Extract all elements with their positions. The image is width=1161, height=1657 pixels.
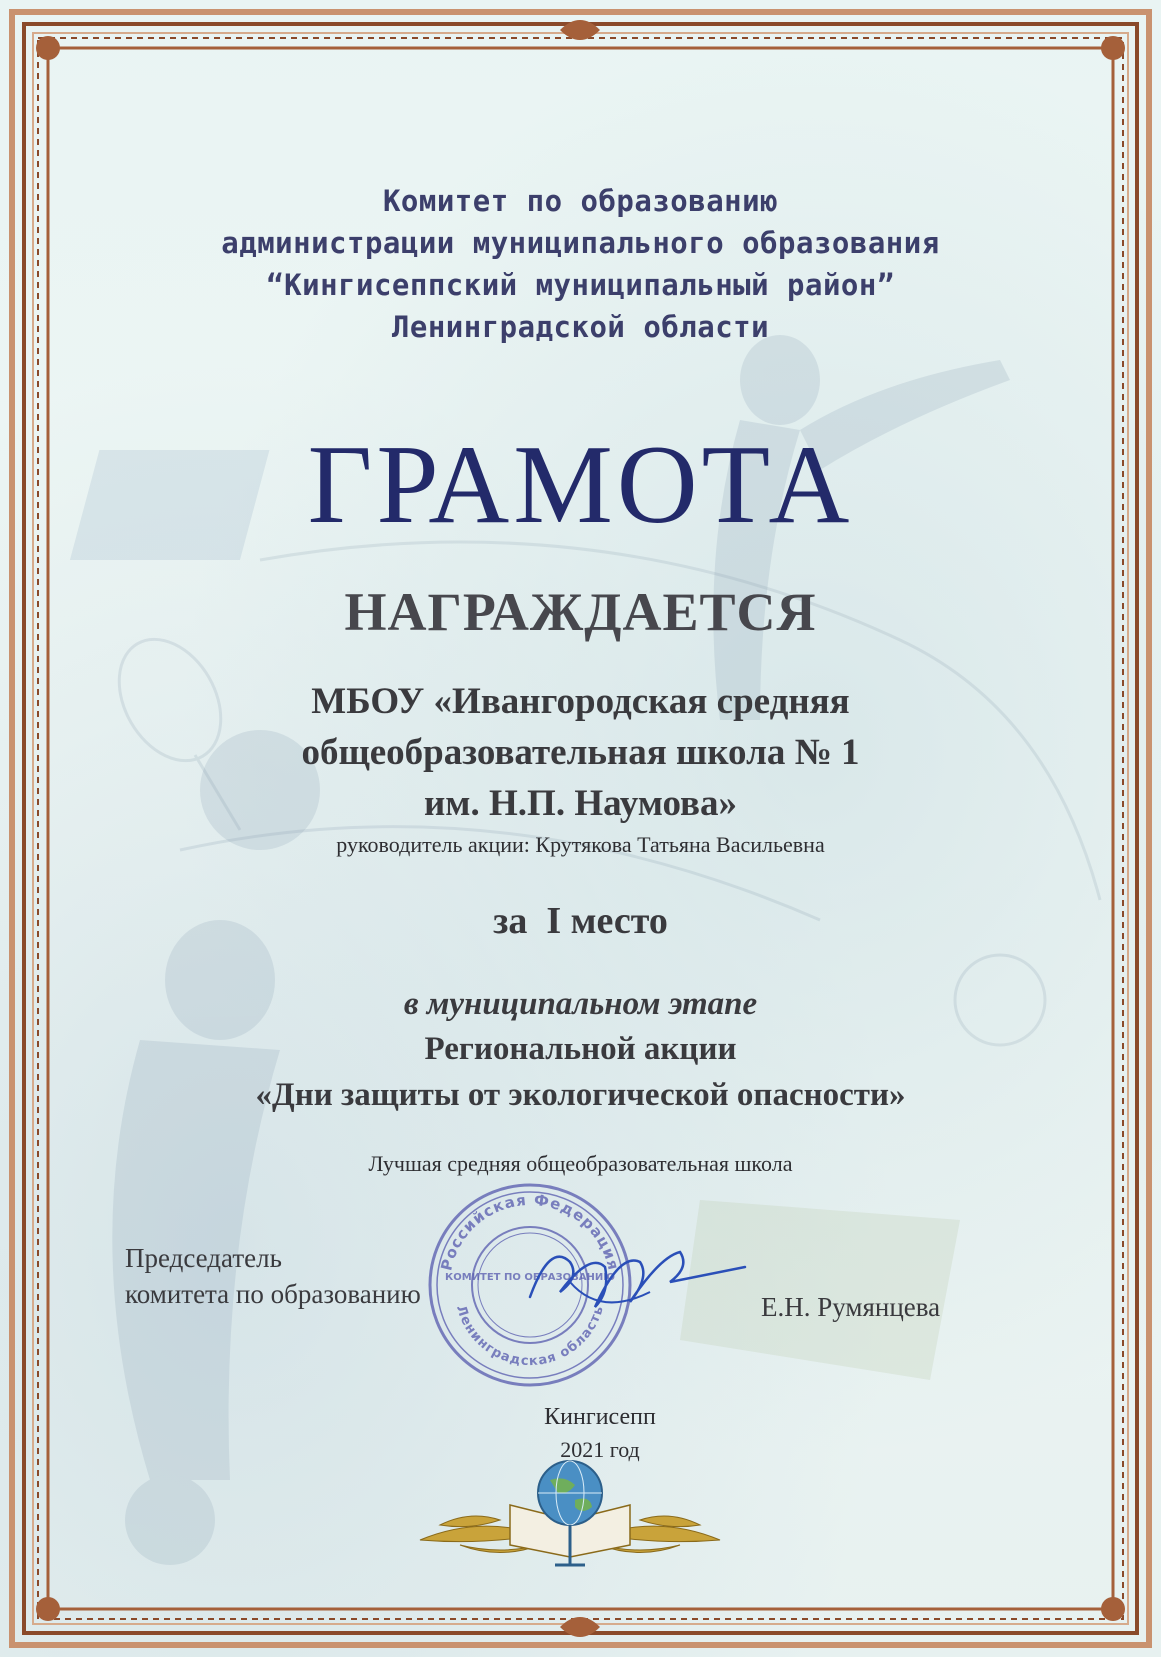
corner-ornament-top-right xyxy=(1101,36,1125,60)
chairman-title xyxy=(125,1240,421,1312)
issuing-authority-header xyxy=(120,180,1041,348)
chairman-line-1: Председатель xyxy=(125,1243,282,1273)
header-line-1: Комитет по образованию xyxy=(382,184,779,218)
corner-ornament-bottom-left xyxy=(36,1597,60,1621)
issue-year: 2021 год xyxy=(560,1437,640,1462)
campaign-leader: руководитель акции: Крутякова Татьяна Васильевна xyxy=(336,832,825,857)
seal-outer-text: Российская Федерация xyxy=(437,1190,623,1273)
header-line-4: Ленинградской области xyxy=(391,310,770,344)
issue-city: Кингисепп xyxy=(544,1404,656,1430)
corner-ornament-top-left xyxy=(36,36,60,60)
corner-ornament-bottom-right xyxy=(1101,1597,1125,1621)
recipient-line-2: общеобразовательная школа № 1 xyxy=(301,732,860,773)
seal-inner-text: КОМИТЕТ ПО ОБРАЗОВАНИЮ xyxy=(445,1272,615,1283)
header-line-2: администрации муниципального образования xyxy=(221,226,940,260)
campaign-line-2: «Дни защиты от экологической опасности» xyxy=(255,1077,906,1113)
certificate-title: ГРАМОТА xyxy=(307,423,854,547)
chairman-line-2: комитета по образованию xyxy=(125,1279,421,1309)
competition-stage: в муниципальном этапе xyxy=(403,986,758,1022)
recipient-name xyxy=(120,676,1041,829)
recipient-line-1: МБОУ «Ивангородская средняя xyxy=(311,681,850,722)
signer-name: Е.Н. Румянцева xyxy=(761,1292,941,1322)
seal-bottom-text: Ленинградская область xyxy=(452,1303,608,1370)
recipient-line-3: им. Н.П. Наумова» xyxy=(423,783,738,824)
globe-book-laurel-icon xyxy=(400,1445,740,1575)
handwritten-signature xyxy=(510,1222,750,1332)
header-line-3: “Кингисеппский муниципальный район” xyxy=(266,268,895,302)
awarded-label: НАГРАЖДАЕТСЯ xyxy=(344,582,817,642)
nomination: Лучшая средняя общеобразовательная школа xyxy=(368,1151,793,1176)
campaign-name xyxy=(120,1026,1041,1118)
award-place: за I место xyxy=(493,900,668,942)
campaign-line-1: Региональной акции xyxy=(424,1031,737,1067)
